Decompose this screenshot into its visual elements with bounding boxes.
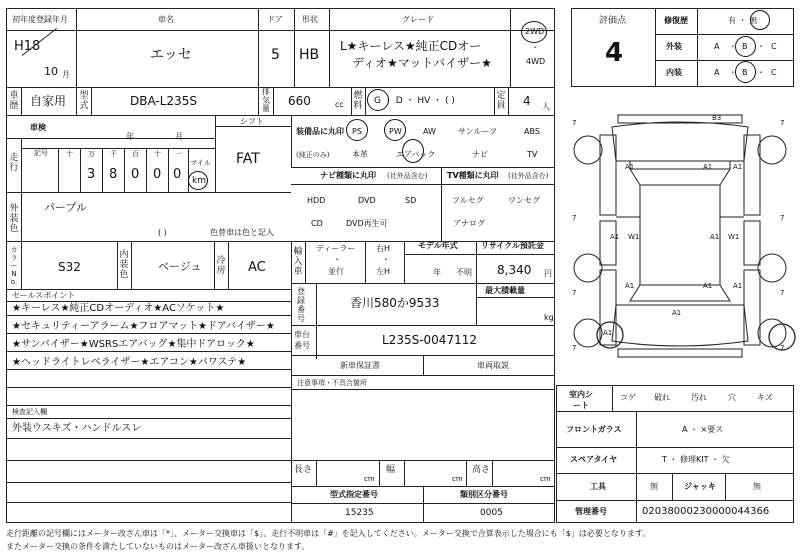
tv-oneseg: ワンセグ [508,196,540,205]
import-label: 輸入車 [293,247,303,277]
manual-label: 車両取説 [477,361,509,370]
dim-width-label: 幅 [386,465,396,475]
nav-sd: SD [405,196,417,205]
mgmt-value: 02038000230000044366 [642,506,770,517]
seven-2: 7 [780,119,785,127]
exterior-label: 外装 [666,42,682,51]
nav-cd: CD [311,219,323,228]
drive-4wd: 4WD [526,57,546,66]
interior-b: B [742,68,748,77]
mile-label: マイル [190,159,211,167]
shape-label: 形状 [302,15,318,24]
displacement-value: 660 [288,94,311,108]
exterior-b-circle [735,36,756,57]
km-label: km [192,176,206,186]
spare-label: スペアタイヤ [570,455,618,464]
chassis-label: 車台番号 [294,330,310,350]
shape-value: HB [299,47,320,63]
exterior-dot2: ・ [757,42,765,51]
mark-a1-5: A1 [710,233,720,241]
seat-opt-3: 汚れ [691,393,707,402]
tv-label: TV種類に丸印 [447,171,499,180]
max-load-unit: kg [544,313,554,322]
first-reg-label: 初年度登録年月 [12,15,68,24]
seven-6: 7 [780,289,785,297]
mileage-digit-1: 8 [109,167,118,182]
windshield-options: A ・ ×要ス [682,425,724,434]
nav-hdd: HDD [307,196,326,205]
doors-value: 5 [271,47,280,63]
seat-opt-1: コゲ [620,393,636,402]
mileage-digit-3: 0 [153,167,162,182]
mileage-unit-1: 万 [88,150,95,158]
color-no-label: カラーNo. [10,246,18,286]
seat-label: 室内シート [569,390,593,410]
recycle-value: 8,340 [497,263,532,277]
interior-dot2: ・ [757,68,765,77]
inspector-label: 検査記入欄 [12,408,47,416]
ext-color-label: 外装色 [9,204,19,234]
interior-b-circle [735,61,756,83]
inspection-label: 車検 [30,123,46,132]
car-name-value: エッセ [150,47,192,63]
footer-line-2: またメーター交換の条件を満たしていないものはメーター改ざん車扱いとなります。 [6,542,310,551]
mark-b3: B3 [712,114,722,122]
recycle-unit: 円 [544,269,552,278]
seven-8: 7 [780,344,785,352]
displacement-unit: cc [335,100,344,109]
equip-pw-circle [384,119,406,141]
first-reg-month-unit: 月 [62,70,70,79]
mileage-note: 記号 [34,149,48,157]
usage-value: 自家用 [30,94,67,108]
windshield-label: フロントガラス [566,425,622,434]
car-name-label: 車名 [158,15,174,24]
equip-pw: PW [389,127,402,136]
import-left: 左H [376,267,391,276]
mileage-digit-2: 0 [131,167,140,182]
dim-length-unit: cm [364,475,375,483]
max-load-label: 最大積載量 [485,286,525,295]
mark-a1-7: A1 [703,282,713,290]
dim-height-label: 高さ [472,465,491,475]
jack-label: ジャッキ [684,482,716,491]
nav-dvd: DVD [358,196,376,205]
mark-w1-2: W1 [728,233,740,241]
class-no-label: 類別区分番号 [460,490,508,499]
fuel-g-circle [367,89,389,111]
equip-tv: TV [527,150,538,159]
repair-label: 修復歴 [664,16,688,25]
reg-no-label: 登録番号 [297,287,305,323]
sales-point-4: ★ヘッドライトレベライザー★エアコン★パワステ★ [12,357,247,368]
interior-a: A [714,68,720,77]
seat-opt-5: キズ [757,393,773,402]
mark-w1-1: W1 [628,233,640,241]
tools-label: 工具 [590,482,606,491]
footer-line-1: 走行距離の記号欄にはメーター改ざん車は「*」、メーター交換車は「$」、走行不明車は「#」を記入してください。メーター交換で合算表示した場合にも「$」は必要となります。 [6,529,651,538]
int-color-value: ベージュ [158,260,202,273]
model-label: 型式 [79,91,89,111]
mileage-unit-4: 十 [154,150,161,158]
model-year-unit: 年 [433,268,441,277]
shift-label: シフト [240,117,264,126]
mileage-unit-2: 千 [110,150,117,158]
color-no-value: S32 [58,260,81,274]
drive-2wd: 2WD [525,27,545,36]
mark-a1-10: A1 [603,329,613,337]
equip-aw: AW [423,127,436,136]
mark-a1-1: A1 [625,163,635,171]
repair-options: 有 ・ 無 [728,16,758,25]
interior-dot1: ・ [729,68,737,77]
mileage-unit-0: 十 [66,150,73,158]
equipment-label: 装備品に丸印 [296,127,344,136]
model-year-label: モデル年式 [418,241,458,250]
tv-analog: アナログ [453,219,485,228]
class-no-value: 0005 [480,508,503,518]
seat-opt-4: 穴 [728,393,736,402]
capacity-unit: 人 [542,102,550,111]
equip-ps: PS [352,127,362,136]
import-dot2: ・ [382,255,390,264]
equip-ps-circle [346,119,368,141]
sales-point-3: ★サンバイザー★WSRSエアバッグ★集中ドアロック★ [12,339,255,350]
repair-none-circle [750,10,770,30]
sales-points-label: セールスポイント [12,291,76,300]
ext-color-value: パープル [44,201,88,214]
km-circle [188,171,208,190]
type-no-value: 15235 [345,508,374,518]
tools-value: 無 [650,482,658,491]
mark-a1-4: A1 [610,233,620,241]
grade-label: グレード [402,15,434,24]
seven-7: 7 [572,344,577,352]
sales-point-2: ★セキュリティーアラーム★フロアマット★ドアバイザー★ [12,321,275,332]
import-parallel: 並行 [328,267,344,276]
fuel-label: 燃料 [353,91,363,111]
mark-a1-8: A1 [733,282,743,290]
sales-point-1: ★キーレス★純正CDオーディオ★ACソケット★ [12,303,225,314]
import-dealer: ディーラー [316,244,356,253]
ext-color-paren: ( ) [158,228,167,237]
ac-label: 冷房 [216,256,226,276]
ac-value: AC [248,260,266,275]
mark-a1-9: A1 [672,309,682,317]
drive-dot: ・ [531,43,539,52]
warranty-label: 新車保証書 [340,361,380,370]
drive-2wd-circle [521,21,547,43]
main-form [6,8,555,523]
mark-a1-3: A1 [733,163,743,171]
seven-3: 7 [572,214,577,222]
capacity-value: 4 [523,94,531,108]
car-diagram [560,105,800,385]
equip-leather: 本革 [352,150,368,159]
inspector-value: 外装ウスキズ・ハンドルスレ [12,423,142,434]
usage-label: 車歴 [9,91,19,111]
mark-a1-6: A1 [625,282,635,290]
model-year-unknown: 不明 [456,268,472,277]
exterior-dot1: ・ [729,42,737,51]
import-dot: ・ [333,255,341,264]
type-no-label: 型式指定番号 [330,490,378,499]
notes-label: 注意事項・不具合箇所 [297,379,367,387]
dim-height-unit: cm [540,475,551,483]
chassis-value: L235S-0047112 [382,333,477,347]
equip-airbag-circle [402,139,424,163]
equip-abs: ABS [524,127,540,136]
first-reg-year: H18 [14,39,41,54]
interior-c: C [771,68,777,77]
equip-navi: ナビ [472,150,488,159]
mileage-digit-0: 3 [87,167,96,182]
interior-label: 内装 [666,68,682,77]
seven-1: 7 [572,119,577,127]
nav-dvd-play: DVD再生可 [346,219,388,228]
recycle-label: リサイクル預託金 [481,241,544,250]
grade-line2: ディオ★マットバイザー★ [352,56,492,70]
import-right: 右H [376,244,391,253]
inspection-year: 年 [126,132,134,141]
nav-sub: (社外品含む) [387,172,428,180]
score-label: 評価点 [599,16,627,26]
mgmt-label: 管理番号 [575,507,607,516]
tv-fullseg: フルセグ [452,196,484,205]
grade-line1: L★キーレス★純正CDオー [340,39,482,53]
seven-4: 7 [780,214,785,222]
mark-a1-2: A1 [703,163,713,171]
equip-airbag: エアバック [396,150,436,159]
dim-length-label: 長さ [294,465,313,475]
seven-5: 7 [572,289,577,297]
dim-width-unit: cm [452,475,463,483]
mileage-digit-4: 0 [173,167,182,182]
spare-options: T ・ 修理KIT ・ 欠 [662,455,730,464]
exterior-a: A [714,42,720,51]
ext-color-note: 色替車は色と記入 [210,228,274,237]
fuel-options: G ・ D ・ HV ・ ( ) [374,96,455,106]
first-reg-month: 10 [44,65,58,78]
equipment-sub: (純正のみ) [296,151,330,159]
jack-value: 無 [753,482,761,491]
model-value: DBA-L235S [130,94,197,108]
shift-value: FAT [236,151,260,167]
doors-label: ドア [267,15,283,24]
exterior-c: C [771,42,777,51]
mileage-unit-5: 一 [175,150,182,158]
score-value: 4 [605,38,624,68]
seat-opt-2: 破れ [654,393,670,402]
exterior-b: B [742,42,748,51]
mileage-unit-3: 百 [132,150,139,158]
tv-sub: (社外品含む) [508,172,549,180]
displacement-label: 排気量 [262,87,270,113]
capacity-label: 定員 [496,91,506,111]
int-color-label: 内装色 [119,250,129,280]
reg-no-value: 香川580か9533 [350,296,440,310]
inspection-month: 月 [175,132,183,141]
nav-label: ナビ種類に丸印 [320,171,376,180]
equip-sunroof: サンルーフ [458,127,497,136]
mileage-label: 走行 [9,153,19,173]
